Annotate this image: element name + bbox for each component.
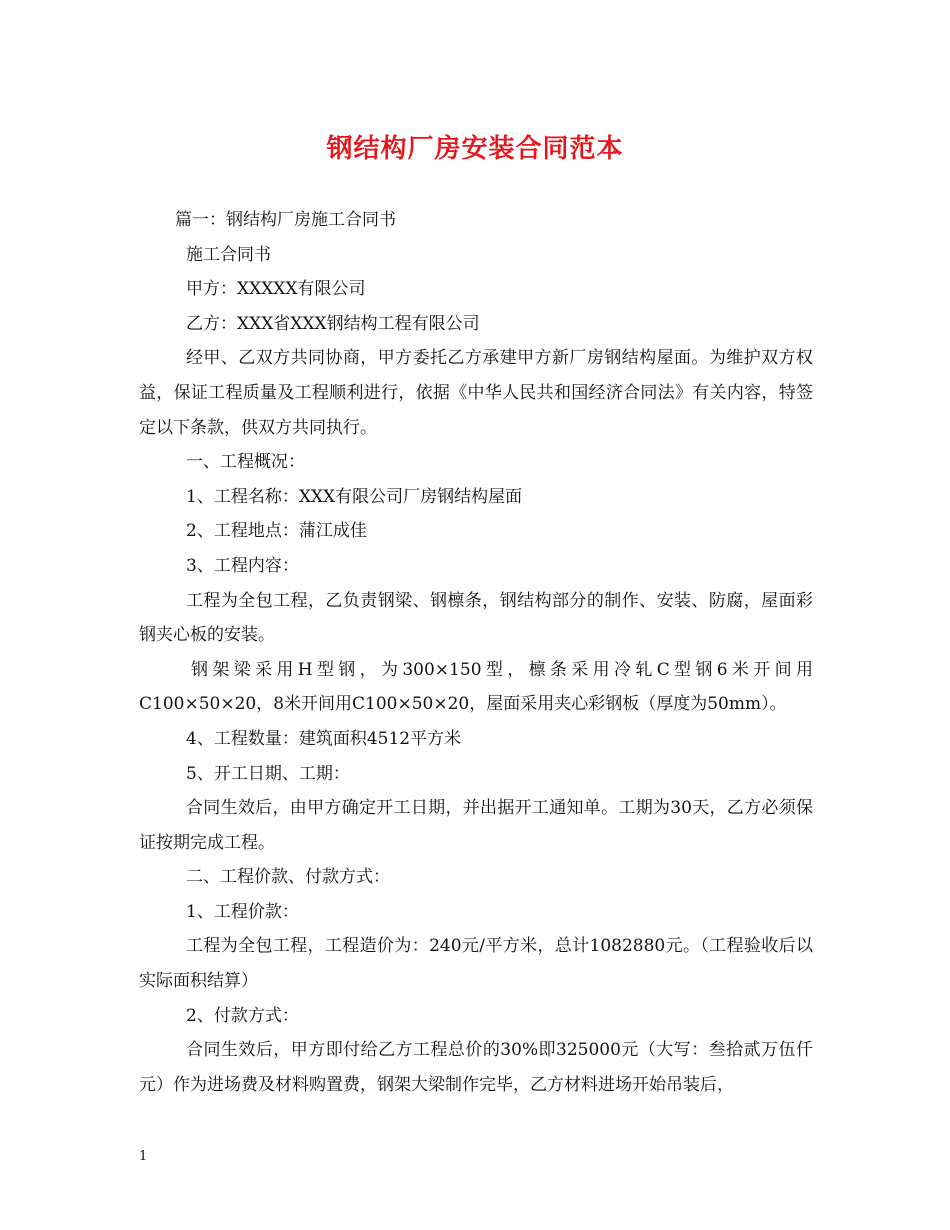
clause-price: 1、工程价款： xyxy=(186,901,299,922)
party-a: 甲方：XXXXX有限公司 xyxy=(186,279,366,300)
document-title: 钢结构厂房安装合同范本 xyxy=(326,134,624,164)
party-b: 乙方：XXX省XXX钢结构工程有限公司 xyxy=(186,313,480,334)
page-number: 1 xyxy=(139,1149,148,1164)
paragraph-payment: 合同生效后，甲方即付给乙方工程总价的30%即325000元（大写：叁拾贰万伍仟元）作为进场费及材料购置费，钢架大梁制作完毕，乙方材料进场开始吊装后， xyxy=(139,1040,813,1095)
document-body xyxy=(139,203,813,1102)
section-heading: 篇一：钢结构厂房施工合同书 xyxy=(175,210,396,230)
preamble-paragraph: 经甲、乙双方共同协商，甲方委托乙方承建甲方新厂房钢结构屋面。为维护双方权益，保证工程质量及工程顺利进行，依据《中华人民共和国经济合同法》有关内容，特签定以下条款，供双方共同执行。 xyxy=(139,348,813,438)
paragraph-steel-spec: 钢架梁采用H型钢，为300×150型，檩条采用冷轧C型钢6米开间用C100×50×20，8米开间用C100×50×20，屋面采用夹心彩钢板（厚度为50mm）。 xyxy=(139,659,813,715)
clause-heading-payment: 二、工程价款、付款方式： xyxy=(186,867,390,888)
paragraph-schedule: 合同生效后，由甲方确定开工日期，并出据开工通知单。工期为30天，乙方必须保证按期完成工程。 xyxy=(139,798,813,853)
contract-subtitle: 施工合同书 xyxy=(186,244,271,265)
paragraph-price: 工程为全包工程，工程造价为：240元/平方米，总计1082880元。（工程验收后以实际面积结算） xyxy=(139,936,813,992)
clause-schedule: 5、开工日期、工期： xyxy=(186,763,350,784)
clause-project-location: 2、工程地点：蒲江成佳 xyxy=(186,521,367,542)
clause-payment-method: 2、付款方式： xyxy=(186,1005,299,1026)
clause-heading-overview: 一、工程概况： xyxy=(186,452,305,473)
clause-project-quantity: 4、工程数量：建筑面积4512平方米 xyxy=(186,728,462,749)
clause-project-name: 1、工程名称：XXX有限公司厂房钢结构屋面 xyxy=(186,486,523,507)
clause-project-content: 3、工程内容： xyxy=(186,555,299,576)
paragraph-scope: 工程为全包工程，乙负责钢梁、钢檩条，钢结构部分的制作、安装、防腐，屋面彩钢夹心板的安装。 xyxy=(139,590,813,646)
